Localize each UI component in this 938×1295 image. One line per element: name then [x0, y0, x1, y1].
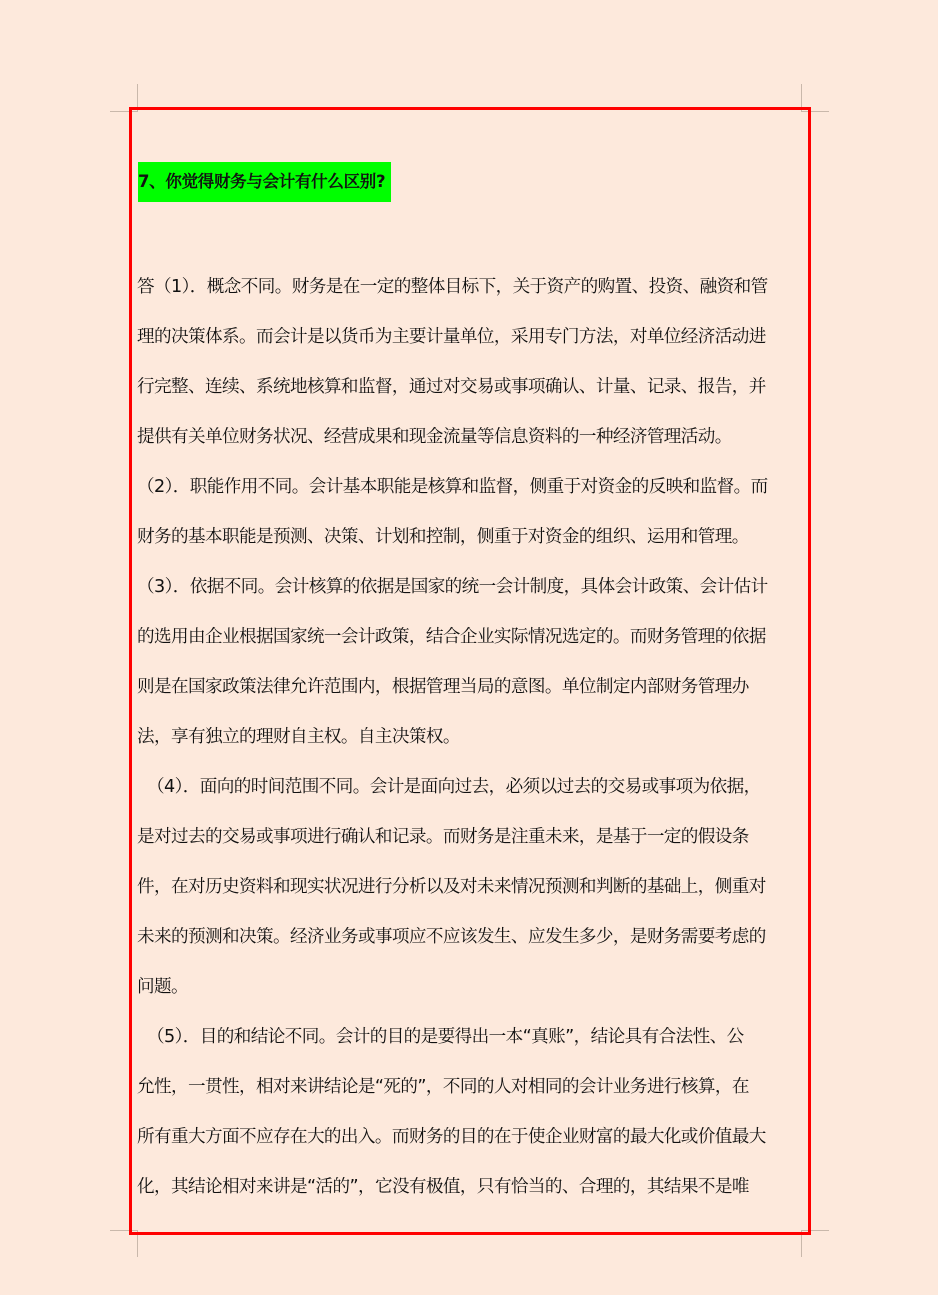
text-line: （5）．目的和结论不同。会计的目的是要得出一本“真账”，结论具有合法性、公 — [137, 1027, 744, 1047]
text-line: 所有重大方面不应存在大的出入。而财务的目的在于使企业财富的最大化或价值最大 — [137, 1127, 766, 1147]
text-line: 提供有关单位财务状况、经营成果和现金流量等信息资料的一种经济管理活动。 — [137, 427, 732, 447]
text-line: 理的决策体系。而会计是以货币为主要计量单位，采用专门方法，对单位经济活动进 — [137, 327, 766, 347]
text-line: 则是在国家政策法律允许范围内，根据管理当局的意图。单位制定内部财务管理办 — [137, 677, 749, 697]
text-line: 的选用由企业根据国家统一会计政策，结合企业实际情况选定的。而财务管理的依据 — [137, 627, 766, 647]
text-line: （4）．面向的时间范围不同。会计是面向过去，必须以过去的交易或事项为依据， — [137, 777, 761, 797]
question-heading-text: 7、你觉得财务与会计有什么区别? — [138, 172, 386, 191]
text-line: （3）．依据不同。会计核算的依据是国家的统一会计制度，具体会计政策、会计估计 — [137, 577, 768, 597]
text-line: 行完整、连续、系统地核算和监督，通过对交易或事项确认、计量、记录、报告，并 — [137, 377, 766, 397]
text-line: 允性，一贯性，相对来讲结论是“死的”，不同的人对相同的会计业务进行核算，在 — [137, 1077, 749, 1097]
text-line: 件，在对历史资料和现实状况进行分析以及对未来情况预测和判断的基础上，侧重对 — [137, 877, 766, 897]
answer-body — [137, 262, 807, 1212]
text-line: 未来的预测和决策。经济业务或事项应不应该发生、应发生多少，是财务需要考虑的 — [137, 927, 766, 947]
text-line: 化，其结论相对来讲是“活的”，它没有极值，只有恰当的、合理的，其结果不是唯 — [137, 1177, 749, 1197]
text-line: 问题。 — [137, 977, 188, 997]
text-line: （2）．职能作用不同。会计基本职能是核算和监督，侧重于对资金的反映和监督。而 — [137, 477, 768, 497]
text-line: 法，享有独立的理财自主权。自主决策权。 — [137, 727, 460, 747]
text-line: 财务的基本职能是预测、决策、计划和控制，侧重于对资金的组织、运用和管理。 — [137, 527, 749, 547]
text-line: 是对过去的交易或事项进行确认和记录。而财务是注重未来，是基于一定的假设条 — [137, 827, 749, 847]
text-line: 答（1）．概念不同。财务是在一定的整体目标下，关于资产的购置、投资、融资和管 — [137, 277, 768, 297]
question-heading — [138, 162, 391, 202]
